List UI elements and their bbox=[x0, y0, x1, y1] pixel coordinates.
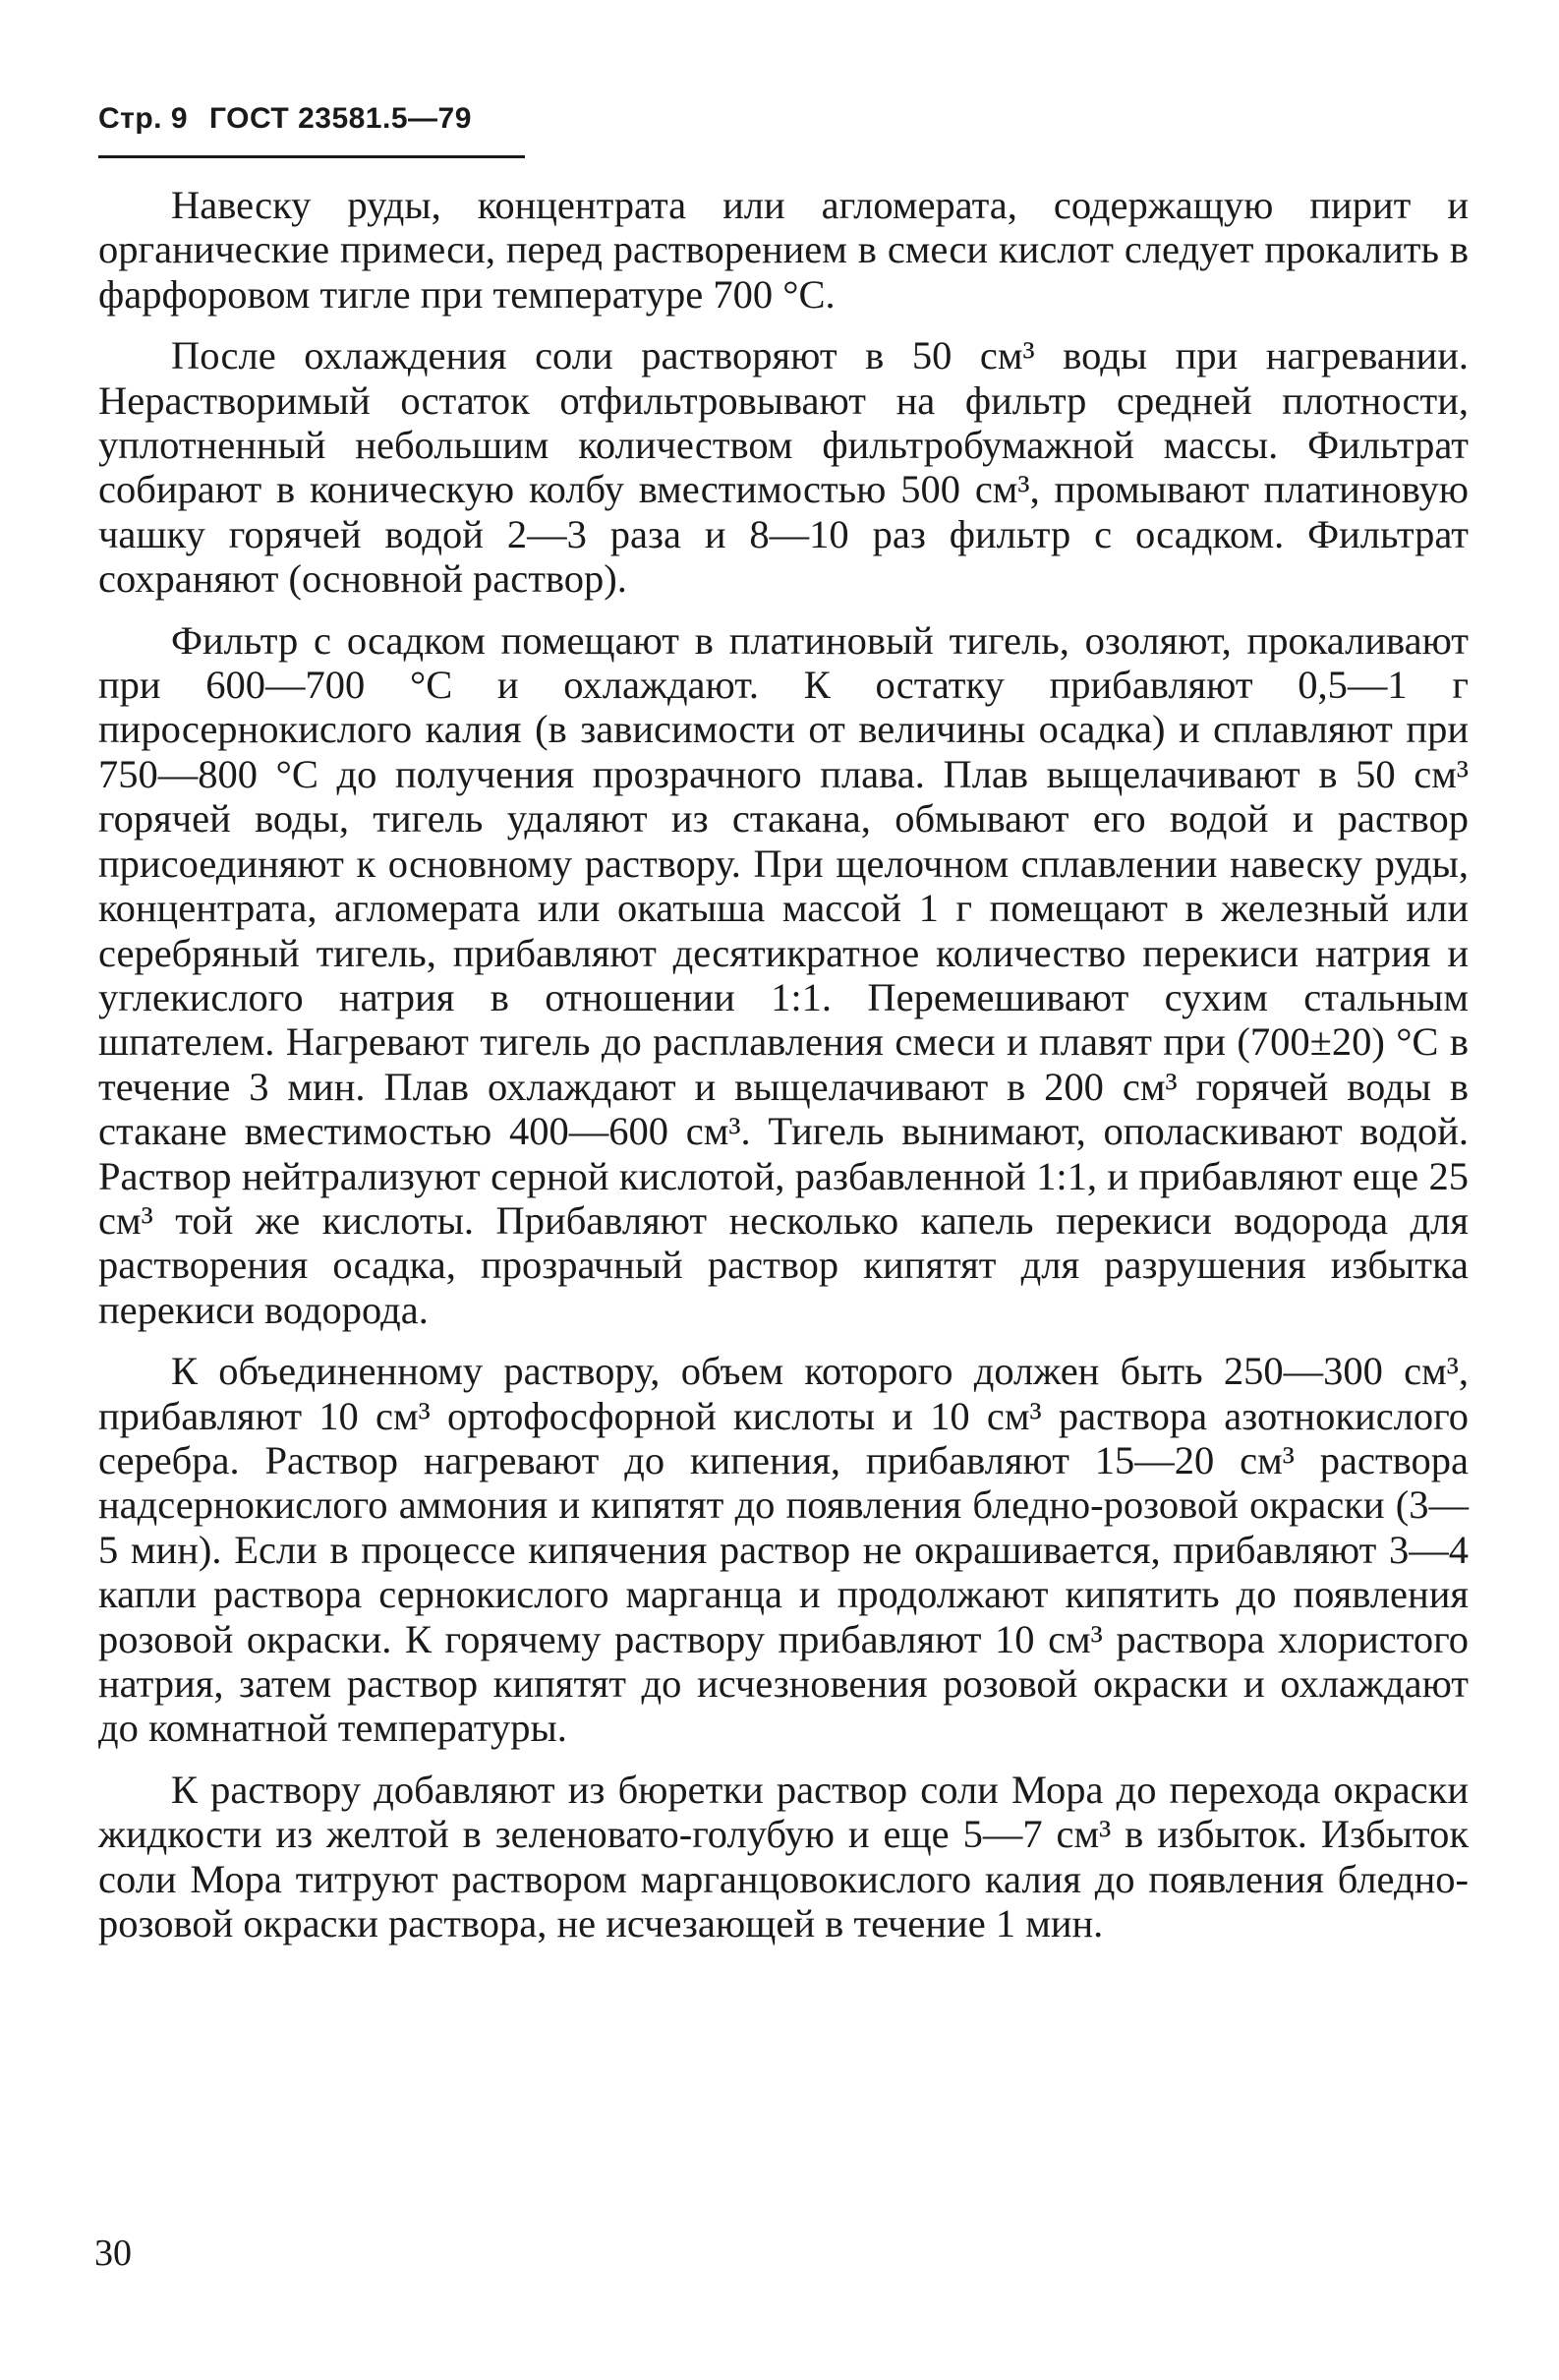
paragraph: Фильтр с осадком помещают в платиновый тигель, озоляют, прокаливают при 600—700 °С и охлаждают. К остатку прибавляют 0,5—1 г пиросернокислого калия (в зависимости от величины осадка) и сплавляют при 750—800 °С до получения прозрачного плава. Плав выщелачивают в 50 см³ горячей воды, тигель удаляют из стакана, обмывают его водой и раствор присоединяют к основному раствору. При щелочном сплавлении навеску руды, концентрата, агломерата или окатыша массой 1 г помещают в железный или серебряный тигель, прибавляют десятикратное количество перекиси натрия и углекислого натрия в отношении 1:1. Перемешивают сухим стальным шпателем. Нагревают тигель до расплавления смеси и плавят при (700±20) °С в течение 3 мин. Плав охлаждают и выщелачивают в 200 см³ горячей воды в стакане вместимостью 400—600 см³. Тигель вынимают, ополаскивают водой. Раствор нейтрализуют серной кислотой, разбавленной 1:1, и прибавляют еще 25 см³ той же кислоты. Прибавляют несколько капель перекиси водорода для растворения осадка, прозрачный раствор кипятят для разрушения избытка перекиси водорода. bbox=[98, 617, 1469, 1332]
body-text bbox=[98, 183, 1469, 1962]
standard-number: ГОСТ 23581.5—79 bbox=[209, 102, 472, 135]
running-header bbox=[98, 102, 493, 136]
header-rule bbox=[98, 155, 525, 158]
page-label: Стр. 9 bbox=[98, 102, 189, 135]
page-number: 30 bbox=[94, 2233, 132, 2274]
paragraph: Навеску руды, концентрата или агломерата, содержащую пирит и органические примеси, перед растворением в смеси кислот следует прокалить в фарфоровом тигле при температуре 700 °С. bbox=[98, 183, 1469, 317]
paragraph: К раствору добавляют из бюретки раствор соли Мора до перехода окраски жидкости из желтой в зеленовато-голубую и еще 5—7 см³ в избыток. Избыток соли Мора титруют раствором марганцовокислого калия до появления бледно-розовой окраски раствора, не исчезающей в течение 1 мин. bbox=[98, 1767, 1469, 1946]
paragraph: После охлаждения соли растворяют в 50 см³ воды при нагревании. Нерастворимый остаток отфильтровывают на фильтр средней плотности, уплотненный небольшим количеством фильтробумажной массы. Фильтрат собирают в коническую колбу вместимостью 500 см³, промывают платиновую чашку горячей водой 2—3 раза и 8—10 раз фильтр с осадком. Фильтрат сохраняют (основной раствор). bbox=[98, 333, 1469, 602]
paragraph: К объединенному раствору, объем которого должен быть 250—300 см³, прибавляют 10 см³ ортофосфорной кислоты и 10 см³ раствора азотнокислого серебра. Раствор нагревают до кипения, прибавляют 15—20 см³ раствора надсернокислого аммония и кипятят до появления бледно-розовой окраски (3—5 мин). Если в процессе кипячения раствор не окрашивается, прибавляют 3—4 капли раствора сернокислого марганца и продолжают кипятить до появления розовой окраски. К горячему раствору прибавляют 10 см³ раствора хлористого натрия, затем раствор кипятят до исчезновения розовой окраски и охлаждают до комнатной температуры. bbox=[98, 1349, 1469, 1751]
